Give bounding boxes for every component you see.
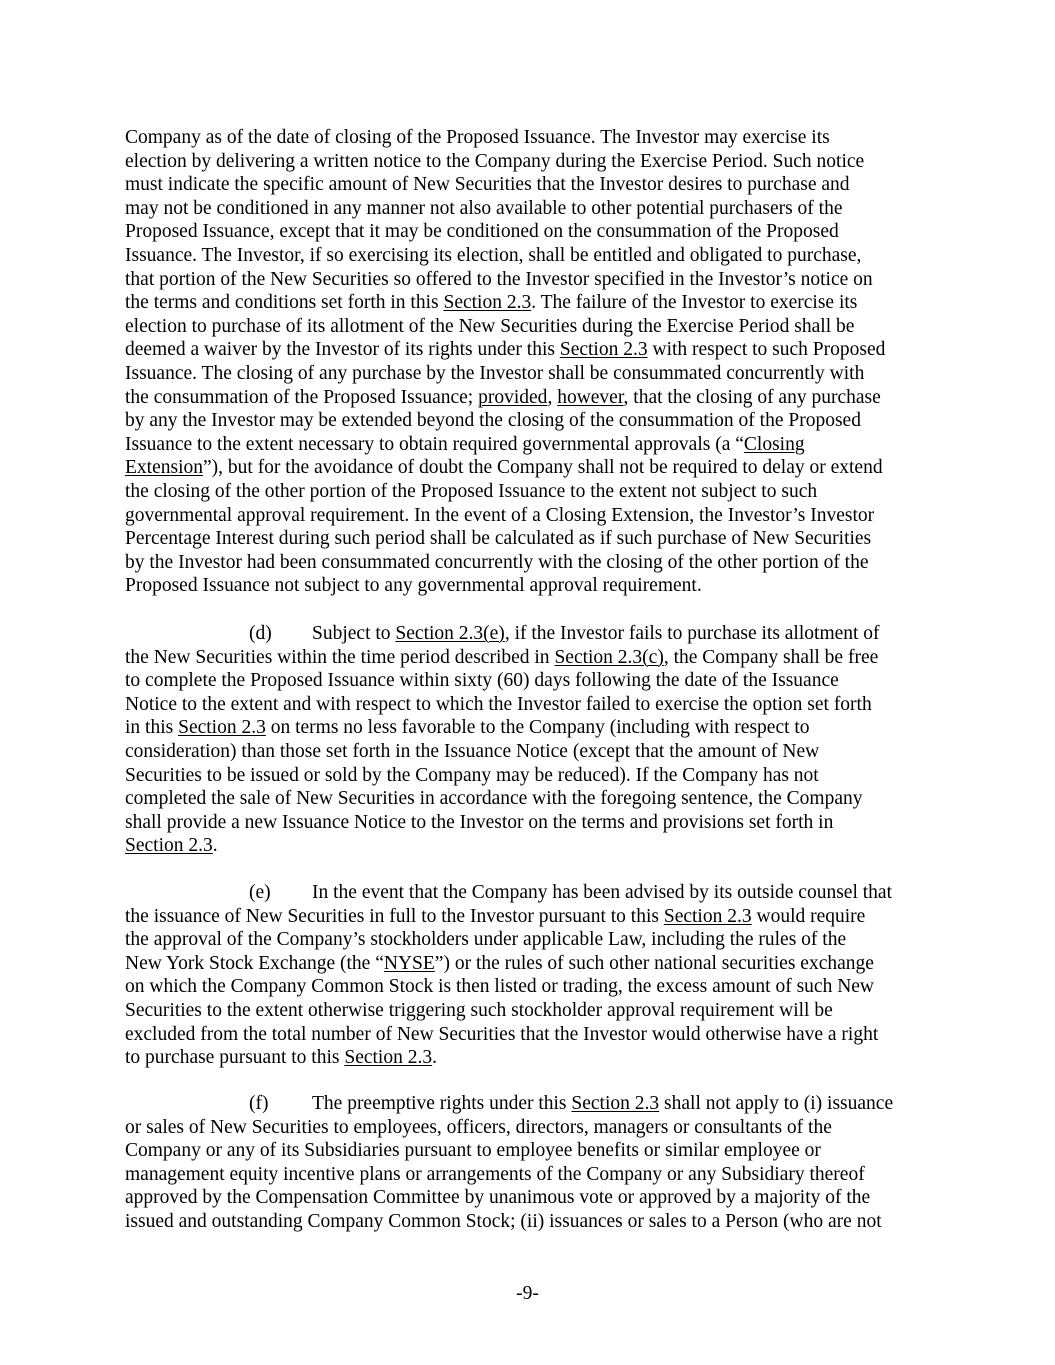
text-line (125, 952, 945, 976)
cross-reference: Section 2.3 (178, 717, 266, 739)
text-line (125, 456, 945, 480)
text-run: Company as of the date of closing of the Proposed Issuance. The Investor may exercise its (125, 127, 830, 148)
text-run: excluded from the total number of New Securities that the Investor would otherwise have a right (125, 1023, 879, 1045)
text-run: Issuance. The Investor, if so exercising its election, shall be entitled and obligated to purchase, (125, 244, 862, 266)
text-run: The preemptive rights under this (312, 1093, 572, 1114)
text-run: Securities to be issued or sold by the Company may be reduced). If the Company has not (125, 764, 819, 786)
text-run: , if the Investor fails to purchase its allotment of (504, 623, 880, 644)
text-line (125, 197, 945, 221)
text-run: the terms and conditions set forth in this (125, 292, 444, 314)
text-line (125, 574, 945, 598)
text-line (125, 291, 945, 315)
text-run: shall not apply to (i) issuance (659, 1093, 894, 1114)
paragraph-section-d (125, 622, 945, 858)
text-run: Issuance to the extent necessary to obtain required governmental approvals (a “ (125, 433, 744, 455)
text-line (125, 220, 945, 244)
text-run: would require (751, 905, 866, 927)
cross-reference: Section 2.3(e) (395, 623, 505, 644)
text-line (125, 905, 945, 929)
cross-reference: NYSE (383, 952, 435, 974)
text-line (125, 999, 945, 1023)
text-line (125, 173, 945, 197)
text-line (125, 1116, 945, 1140)
text-run: that portion of the New Securities so offered to the Investor specified in the Investor’s notice on (125, 268, 873, 290)
text-line (125, 787, 945, 811)
text-run: with respect to such Proposed (647, 339, 886, 361)
text-line (125, 1023, 945, 1047)
text-run: in this (125, 717, 179, 739)
text-run: or sales of New Securities to employees, officers, directors, managers or consultants of the (125, 1116, 832, 1138)
cross-reference: Section 2.3 (571, 1093, 660, 1114)
text-run: management equity incentive plans or arrangements of the Company or any Subsidiary thereof (125, 1163, 865, 1185)
text-run: deemed a waiver by the Investor of its rights under this (125, 339, 560, 361)
cross-reference: Section 2.3 (559, 339, 648, 361)
text-run: Proposed Issuance not subject to any governmental approval requirement. (125, 575, 702, 597)
text-run: by the Investor had been consummated concurrently with the closing of the other portion of the (125, 551, 869, 573)
text-line (125, 409, 945, 433)
page-number: -9- (516, 1283, 539, 1304)
text-line (125, 1092, 945, 1116)
text-line (125, 433, 945, 457)
text-run: Notice to the extent and with respect to which the Investor failed to exercise the option set forth (125, 693, 872, 715)
text-line (125, 740, 945, 764)
cross-reference: Extension (125, 457, 203, 479)
text-run: . The failure of the Investor to exercise its (531, 292, 858, 314)
text-line (125, 646, 945, 670)
text-line (125, 551, 945, 575)
paragraph-section-e (125, 881, 945, 1070)
text-line (125, 1163, 945, 1187)
text-run: Issuance. The closing of any purchase by the Investor shall be consummated concurrently with (125, 362, 865, 384)
text-line (125, 834, 945, 858)
text-run: must indicate the specific amount of New Securities that the Investor desires to purchase and (125, 174, 850, 196)
text-run: the approval of the Company’s stockholders under applicable Law, including the rules of the (125, 929, 847, 951)
paragraph-continuation (125, 126, 945, 598)
text-run: completed the sale of New Securities in accordance with the foregoing sentence, the Company (125, 788, 863, 810)
text-line (125, 1046, 945, 1070)
text-run: , the Company shall be free (663, 646, 879, 668)
cross-reference: Section 2.3 (443, 292, 532, 314)
text-run: ”), but for the avoidance of doubt the Company shall not be required to delay or extend (203, 457, 883, 479)
paragraph-section-f (125, 1092, 945, 1234)
text-run: Company or any of its Subsidiaries pursuant to employee benefits or similar employee or (125, 1140, 821, 1162)
text-line (125, 1210, 945, 1234)
text-line (125, 693, 945, 717)
text-line (125, 716, 945, 740)
text-run: Percentage Interest during such period shall be calculated as if such purchase of New Securities (125, 528, 872, 550)
text-run: on terms no less favorable to the Company (including with respect to (265, 717, 810, 739)
text-line (125, 386, 945, 410)
text-line (125, 764, 945, 788)
text-line (125, 504, 945, 528)
text-run: election by delivering a written notice to the Company during the Exercise Period. Such notice (125, 150, 865, 172)
text-run: to purchase pursuant to this (125, 1047, 345, 1069)
text-line (125, 811, 945, 835)
text-line (125, 150, 945, 174)
text-line (125, 268, 945, 292)
text-line (125, 1139, 945, 1163)
text-run: . (212, 835, 218, 857)
text-run: may not be conditioned in any manner not also available to other potential purchasers of the (125, 197, 843, 219)
text-line (125, 1186, 945, 1210)
text-run: . (432, 1047, 437, 1069)
text-line (125, 126, 945, 150)
cross-reference: Section 2.3 (663, 905, 752, 927)
text-line (125, 244, 945, 268)
text-run: governmental approval requirement. In the event of a Closing Extension, the Investor’s Investor (125, 504, 875, 526)
section-label: (f) (249, 1093, 269, 1114)
text-run: Proposed Issuance, except that it may be conditioned on the consummation of the Proposed (125, 221, 839, 243)
text-run: ”) or the rules of such other national securities exchange (434, 952, 874, 974)
text-run: In the event that the Company has been advised by its outside counsel that (312, 882, 892, 903)
text-run: , (547, 386, 558, 408)
text-run: the closing of the other portion of the Proposed Issuance to the extent not subject to such (125, 480, 818, 502)
text-line (125, 881, 945, 905)
text-run: to complete the Proposed Issuance within sixty (60) days following the date of the Issuance (125, 670, 839, 692)
text-run: New York Stock Exchange (the “ (125, 952, 384, 974)
text-run: the consummation of the Proposed Issuance; (125, 386, 479, 408)
text-run: approved by the Compensation Committee by unanimous vote or approved by a majority of the (125, 1187, 871, 1209)
text-line (125, 480, 945, 504)
text-line (125, 928, 945, 952)
text-line (125, 669, 945, 693)
text-line (125, 315, 945, 339)
cross-reference: Section 2.3(c) (554, 646, 664, 668)
cross-reference: Closing (743, 433, 805, 455)
text-run: shall provide a new Issuance Notice to the Investor on the terms and provisions set forth in (125, 811, 834, 833)
text-line (125, 975, 945, 999)
text-run: the New Securities within the time period described in (125, 646, 555, 668)
text-run: , that the closing of any purchase (623, 386, 881, 408)
text-line (125, 622, 945, 646)
section-label: (d) (249, 623, 272, 644)
text-run: Subject to (312, 623, 396, 644)
text-run: the issuance of New Securities in full to the Investor pursuant to this (125, 905, 664, 927)
text-line (125, 527, 945, 551)
text-run: Securities to the extent otherwise triggering such stockholder approval requirement will be (125, 999, 833, 1021)
text-line (125, 362, 945, 386)
text-run: by any the Investor may be extended beyond the closing of the consummation of the Proposed (125, 410, 861, 432)
cross-reference: Section 2.3 (125, 835, 213, 857)
section-label: (e) (249, 882, 271, 903)
text-run: issued and outstanding Company Common Stock; (ii) issuances or sales to a Person (who are not (125, 1210, 882, 1232)
cross-reference: Section 2.3 (344, 1047, 433, 1069)
text-run: on which the Company Common Stock is then listed or trading, the excess amount of such New (125, 976, 875, 998)
text-line (125, 338, 945, 362)
cross-reference: provided (478, 386, 548, 408)
cross-reference: however (557, 386, 624, 408)
text-run: consideration) than those set forth in the Issuance Notice (except that the amount of New (125, 740, 820, 762)
text-run: election to purchase of its allotment of the New Securities during the Exercise Period shall be (125, 315, 855, 337)
